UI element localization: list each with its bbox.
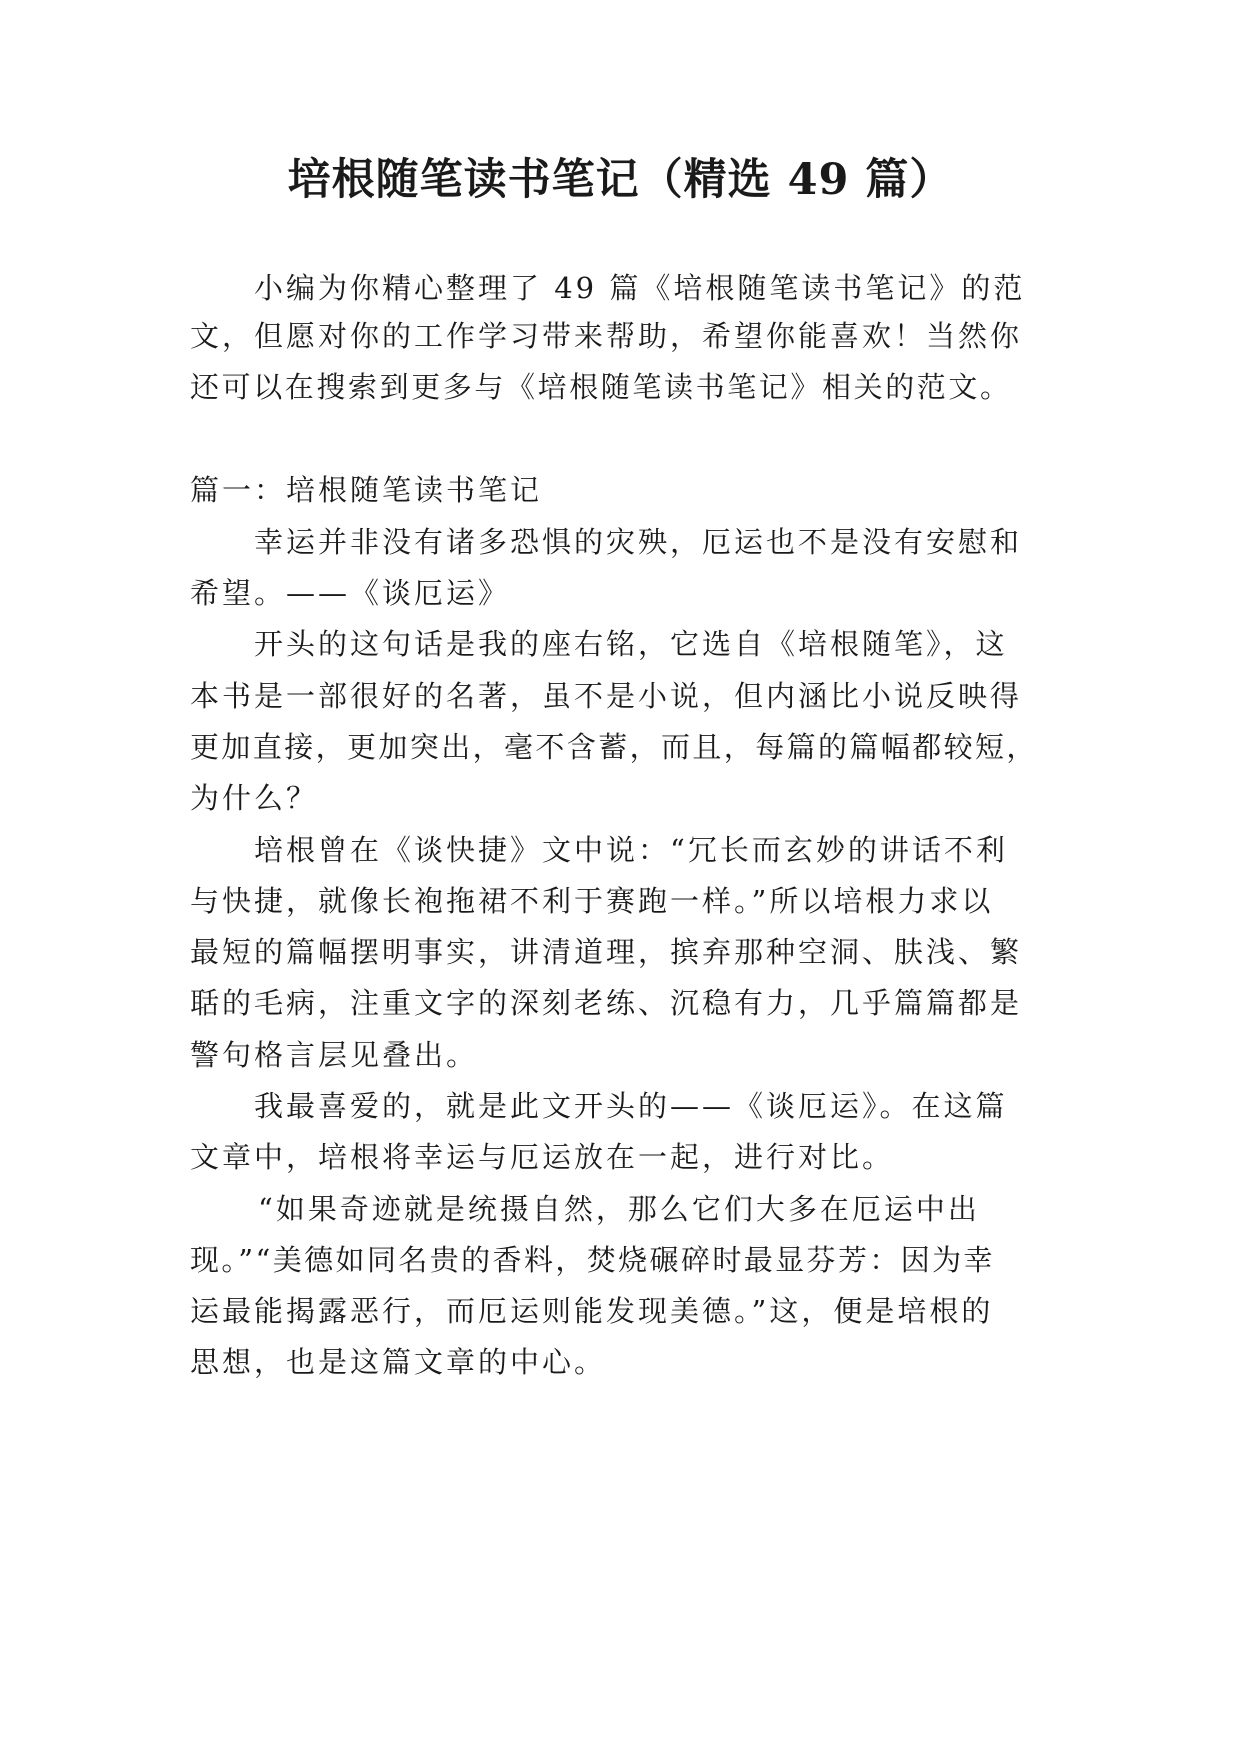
- intro-line-2: 文，但愿对你的工作学习带来帮助，希望你能喜欢！当然你: [190, 319, 1023, 353]
- intro-line-3: 还可以在搜索到更多与《培根随笔读书笔记》相关的范文。: [190, 370, 1012, 404]
- section-heading: 篇一：培根随笔读书笔记: [190, 473, 543, 507]
- body-line-2: 希望。——《谈厄运》: [190, 576, 511, 610]
- body-line-3: 开头的这句话是我的座右铭，它选自《培根随笔》，这: [254, 627, 1008, 661]
- body-line-14: “如果奇迹就是统摄自然，那么它们大多在厄运中出: [258, 1192, 980, 1226]
- body-line-6: 为什么？: [190, 781, 319, 815]
- body-line-11: 警句格言层见叠出。: [190, 1038, 479, 1072]
- intro-line-1: 小编为你精心整理了 49 篇《培根随笔读书笔记》的范: [254, 271, 1026, 305]
- body-line-16: 运最能揭露恶行，而厄运则能发现美德。”这，便是培根的: [190, 1294, 994, 1328]
- body-line-8: 与快捷，就像长袍拖裙不利于赛跑一样。”所以培根力求以: [190, 884, 994, 918]
- body-line-7: 培根曾在《谈快捷》文中说：“冗长而玄妙的讲话不利: [254, 833, 1008, 867]
- body-line-12: 我最喜爱的，就是此文开头的——《谈厄运》。在这篇: [254, 1089, 1008, 1123]
- body-line-5: 更加直接，更加突出，毫不含蓄，而且，每篇的篇幅都较短，: [190, 730, 1038, 764]
- body-line-15: 现。”“美德如同名贵的香料，焚烧碾碎时最显芬芳：因为幸: [190, 1243, 995, 1277]
- body-line-13: 文章中，培根将幸运与厄运放在一起，进行对比。: [190, 1140, 895, 1174]
- body-line-1: 幸运并非没有诸多恐惧的灾殃，厄运也不是没有安慰和: [254, 525, 1023, 559]
- body-line-10: 聒的毛病，注重文字的深刻老练、沉稳有力，几乎篇篇都是: [190, 986, 1023, 1020]
- body-line-17: 思想，也是这篇文章的中心。: [190, 1345, 607, 1379]
- body-line-4: 本书是一部很好的名著，虽不是小说，但内涵比小说反映得: [190, 679, 1023, 713]
- body-line-9: 最短的篇幅摆明事实，讲清道理，摈弃那种空洞、肤浅、繁: [190, 935, 1023, 969]
- document-title: 培根随笔读书笔记（精选 49 篇）: [287, 155, 954, 205]
